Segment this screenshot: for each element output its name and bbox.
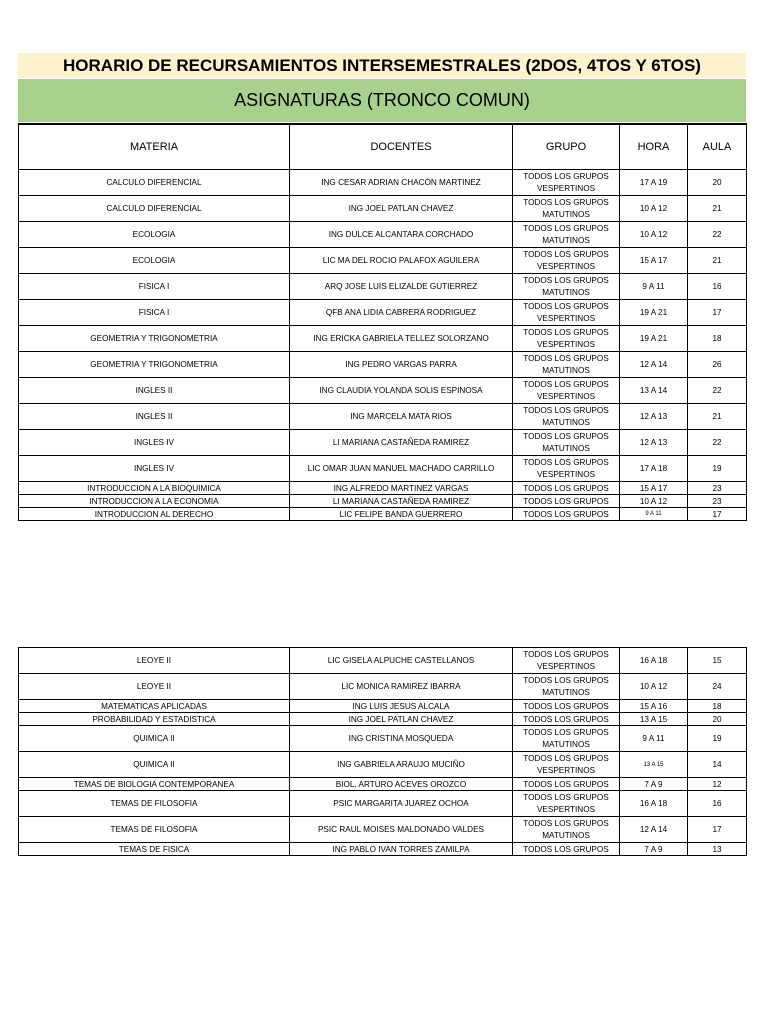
cell-aula: 17 <box>688 508 747 521</box>
cell-docente: LIC MA DEL ROCIO PALAFOX AGUILERA <box>290 248 513 274</box>
cell-docente: ING JOEL PATLAN CHAVEZ <box>290 196 513 222</box>
cell-materia: PROBABILIDAD Y ESTADISTICA <box>19 713 290 726</box>
cell-materia: ECOLOGIA <box>19 222 290 248</box>
header-grupo: GRUPO <box>513 124 620 170</box>
grupo-turno: MATUTINOS <box>542 365 590 375</box>
cell-aula: 21 <box>688 248 747 274</box>
cell-docente: ING MARCELA MATA RIOS <box>290 404 513 430</box>
cell-docente: ING PEDRO VARGAS PARRA <box>290 352 513 378</box>
cell-grupo <box>513 482 620 495</box>
cell-hora: 12 A 14 <box>620 352 688 378</box>
cell-aula: 13 <box>688 843 747 856</box>
cell-grupo <box>513 726 620 752</box>
cell-docente: LI MARIANA CASTAÑEDA RAMIREZ <box>290 495 513 508</box>
grupo-line: TODOS LOS GRUPOS <box>523 779 609 789</box>
cell-aula: 15 <box>688 648 747 674</box>
cell-docente: ING CESAR ADRIAN CHACÓN MARTINEZ <box>290 170 513 196</box>
grupo-line: TODOS LOS GRUPOS <box>523 327 609 337</box>
table-row <box>19 326 747 352</box>
grupo-line: TODOS LOS GRUPOS <box>523 171 609 181</box>
cell-docente: LIC OMAR JUAN MANUEL MACHADO CARRILLO <box>290 456 513 482</box>
table-row <box>19 495 747 508</box>
table-row <box>19 726 747 752</box>
cell-materia: INGLES IV <box>19 430 290 456</box>
grupo-turno: MATUTINOS <box>542 443 590 453</box>
grupo-turno: VESPERTINOS <box>536 765 596 775</box>
grupo-turno: MATUTINOS <box>542 417 590 427</box>
header-hora: HORA <box>620 124 688 170</box>
cell-docente: ING LUIS JESUS ALCALA <box>290 700 513 713</box>
cell-grupo <box>513 378 620 404</box>
table-row <box>19 352 747 378</box>
grupo-turno: VESPERTINOS <box>536 804 596 814</box>
table-row <box>19 196 747 222</box>
table-body-1 <box>19 170 747 521</box>
cell-hora: 12 A 13 <box>620 404 688 430</box>
grupo-turno: MATUTINOS <box>542 687 590 697</box>
cell-aula: 23 <box>688 482 747 495</box>
grupo-turno: VESPERTINOS <box>536 339 596 349</box>
grupo-line: TODOS LOS GRUPOS <box>523 509 609 519</box>
cell-docente: LIC MONICA RAMIREZ IBARRA <box>290 674 513 700</box>
cell-grupo <box>513 713 620 726</box>
cell-materia: TEMAS DE FISICA <box>19 843 290 856</box>
cell-aula: 16 <box>688 274 747 300</box>
cell-grupo <box>513 300 620 326</box>
cell-grupo <box>513 456 620 482</box>
grupo-turno: VESPERTINOS <box>536 261 596 271</box>
grupo-turno: MATUTINOS <box>542 235 590 245</box>
cell-aula: 18 <box>688 326 747 352</box>
cell-aula: 12 <box>688 778 747 791</box>
cell-docente: PSIC MARGARITA JUAREZ OCHOA <box>290 791 513 817</box>
cell-materia: TEMAS DE BIOLOGIA CONTEMPORANEA <box>19 778 290 791</box>
cell-docente: LI MARIANA CASTAÑEDA RAMIREZ <box>290 430 513 456</box>
grupo-line: TODOS LOS GRUPOS <box>523 457 609 467</box>
cell-docente: ING ALFREDO MARTINEZ VARGAS <box>290 482 513 495</box>
cell-grupo <box>513 508 620 521</box>
cell-grupo <box>513 196 620 222</box>
cell-aula: 14 <box>688 752 747 778</box>
table-row <box>19 248 747 274</box>
table-row <box>19 274 747 300</box>
table-row <box>19 300 747 326</box>
grupo-line: TODOS LOS GRUPOS <box>523 275 609 285</box>
table-row <box>19 170 747 196</box>
cell-materia: INGLES IV <box>19 456 290 482</box>
table-row <box>19 456 747 482</box>
cell-hora: 10 A 12 <box>620 495 688 508</box>
cell-materia: GEOMETRIA Y TRIGONOMETRIA <box>19 352 290 378</box>
table-row <box>19 648 747 674</box>
cell-hora: 15 A 17 <box>620 248 688 274</box>
cell-aula: 18 <box>688 700 747 713</box>
cell-hora: 16 A 18 <box>620 791 688 817</box>
cell-materia: LEOYE II <box>19 648 290 674</box>
table-row <box>19 817 747 843</box>
header-materia: MATERIA <box>19 124 290 170</box>
grupo-turno: MATUTINOS <box>542 830 590 840</box>
table-row <box>19 482 747 495</box>
grupo-turno: VESPERTINOS <box>536 661 596 671</box>
table-row <box>19 378 747 404</box>
cell-aula: 20 <box>688 170 747 196</box>
cell-hora: 10 A 12 <box>620 674 688 700</box>
cell-materia: CALCULO DIFERENCIAL <box>19 170 290 196</box>
cell-docente: ARQ JOSE LUIS ELIZALDE GUTIERREZ <box>290 274 513 300</box>
grupo-line: TODOS LOS GRUPOS <box>523 649 609 659</box>
grupo-line: TODOS LOS GRUPOS <box>523 483 609 493</box>
cell-grupo <box>513 700 620 713</box>
cell-materia: INTRODUCCION A LA ECONOMIA <box>19 495 290 508</box>
cell-hora: 13 A 15 <box>620 713 688 726</box>
table-row <box>19 430 747 456</box>
cell-materia: LEOYE II <box>19 674 290 700</box>
grupo-line: TODOS LOS GRUPOS <box>523 405 609 415</box>
cell-hora: 7 A 9 <box>620 843 688 856</box>
cell-docente: QFB ANA LIDIA CABRERA RODRIGUEZ <box>290 300 513 326</box>
cell-hora: 15 A 17 <box>620 482 688 495</box>
cell-aula: 21 <box>688 196 747 222</box>
cell-docente: ING DULCE ALCANTARA CORCHADO <box>290 222 513 248</box>
cell-hora: 9 A 11 <box>620 726 688 752</box>
cell-aula: 16 <box>688 791 747 817</box>
cell-hora: 9 A 11 <box>620 274 688 300</box>
schedule-table-2 <box>18 647 747 856</box>
cell-materia: QUIMICA II <box>19 726 290 752</box>
grupo-line: TODOS LOS GRUPOS <box>523 675 609 685</box>
cell-materia: FISICA I <box>19 274 290 300</box>
table-row <box>19 222 747 248</box>
cell-docente: LIC FELIPE BANDA GUERRERO <box>290 508 513 521</box>
grupo-line: TODOS LOS GRUPOS <box>523 301 609 311</box>
cell-hora: 19 A 21 <box>620 326 688 352</box>
cell-aula: 17 <box>688 300 747 326</box>
cell-aula: 23 <box>688 495 747 508</box>
cell-hora: 10 A 12 <box>620 196 688 222</box>
cell-grupo <box>513 274 620 300</box>
cell-materia: CALCULO DIFERENCIAL <box>19 196 290 222</box>
cell-hora: 17 A 19 <box>620 170 688 196</box>
cell-aula: 22 <box>688 378 747 404</box>
header-aula: AULA <box>688 124 747 170</box>
cell-docente: ING CRISTINA MOSQUEDA <box>290 726 513 752</box>
cell-grupo <box>513 791 620 817</box>
table-row <box>19 791 747 817</box>
cell-aula: 24 <box>688 674 747 700</box>
schedule-table-1 <box>18 123 747 521</box>
grupo-line: TODOS LOS GRUPOS <box>523 727 609 737</box>
grupo-line: TODOS LOS GRUPOS <box>523 792 609 802</box>
cell-grupo <box>513 752 620 778</box>
cell-aula: 20 <box>688 713 747 726</box>
table-body-2 <box>19 648 747 856</box>
cell-grupo <box>513 222 620 248</box>
grupo-line: TODOS LOS GRUPOS <box>523 818 609 828</box>
cell-grupo <box>513 843 620 856</box>
cell-docente: PSIC RAUL MOISES MALDONADO VALDES <box>290 817 513 843</box>
grupo-line: TODOS LOS GRUPOS <box>523 496 609 506</box>
cell-docente: ING JOEL PATLAN CHAVEZ <box>290 713 513 726</box>
cell-aula: 19 <box>688 726 747 752</box>
cell-grupo <box>513 352 620 378</box>
cell-docente: ING PABLO IVAN TORRES ZAMILPA <box>290 843 513 856</box>
cell-hora: 10 A 12 <box>620 222 688 248</box>
table-row <box>19 404 747 430</box>
grupo-line: TODOS LOS GRUPOS <box>523 353 609 363</box>
grupo-line: TODOS LOS GRUPOS <box>523 197 609 207</box>
cell-grupo <box>513 404 620 430</box>
cell-grupo <box>513 430 620 456</box>
cell-hora: 13 A 15 <box>620 752 688 778</box>
cell-hora: 12 A 13 <box>620 430 688 456</box>
cell-aula: 19 <box>688 456 747 482</box>
cell-grupo <box>513 817 620 843</box>
grupo-turno: VESPERTINOS <box>536 391 596 401</box>
grupo-line: TODOS LOS GRUPOS <box>523 714 609 724</box>
cell-aula: 17 <box>688 817 747 843</box>
cell-hora: 9 A 11 <box>620 508 688 521</box>
cell-hora: 19 A 21 <box>620 300 688 326</box>
cell-materia: QUIMICA II <box>19 752 290 778</box>
cell-docente: ING CLAUDIA YOLANDA SOLIS ESPINOSA <box>290 378 513 404</box>
grupo-line: TODOS LOS GRUPOS <box>523 753 609 763</box>
cell-hora: 15 A 16 <box>620 700 688 713</box>
grupo-line: TODOS LOS GRUPOS <box>523 844 609 854</box>
cell-grupo <box>513 648 620 674</box>
cell-materia: ECOLOGIA <box>19 248 290 274</box>
document-subtitle: ASIGNATURAS (TRONCO COMUN) <box>18 79 746 122</box>
cell-aula: 26 <box>688 352 747 378</box>
cell-hora: 12 A 14 <box>620 817 688 843</box>
table-row <box>19 508 747 521</box>
cell-grupo <box>513 674 620 700</box>
cell-materia: INTRODUCCION AL DERECHO <box>19 508 290 521</box>
cell-materia: FISICA I <box>19 300 290 326</box>
table-row <box>19 713 747 726</box>
cell-docente: ING ERICKA GABRIELA TELLEZ SOLORZANO <box>290 326 513 352</box>
cell-grupo <box>513 495 620 508</box>
cell-materia: INTRODUCCION A LA BIOQUIMICA <box>19 482 290 495</box>
grupo-turno: VESPERTINOS <box>536 469 596 479</box>
cell-hora: 7 A 9 <box>620 778 688 791</box>
cell-grupo <box>513 170 620 196</box>
grupo-line: TODOS LOS GRUPOS <box>523 701 609 711</box>
table-row <box>19 843 747 856</box>
cell-grupo <box>513 326 620 352</box>
cell-aula: 21 <box>688 404 747 430</box>
cell-docente: BIOL. ARTURO ACEVES OROZCO <box>290 778 513 791</box>
table-row <box>19 752 747 778</box>
cell-materia: TEMAS DE FILOSOFIA <box>19 817 290 843</box>
header-docentes: DOCENTES <box>290 124 513 170</box>
cell-hora: 13 A 14 <box>620 378 688 404</box>
cell-grupo <box>513 778 620 791</box>
table-row <box>19 674 747 700</box>
grupo-line: TODOS LOS GRUPOS <box>523 431 609 441</box>
cell-grupo <box>513 248 620 274</box>
cell-materia: TEMAS DE FILOSOFIA <box>19 791 290 817</box>
cell-docente: ING GABRIELA ARAUJO MUCIÑO <box>290 752 513 778</box>
grupo-turno: VESPERTINOS <box>536 313 596 323</box>
cell-materia: INGLES II <box>19 404 290 430</box>
grupo-line: TODOS LOS GRUPOS <box>523 249 609 259</box>
grupo-turno: VESPERTINOS <box>536 183 596 193</box>
cell-hora: 16 A 18 <box>620 648 688 674</box>
cell-aula: 22 <box>688 430 747 456</box>
cell-materia: GEOMETRIA Y TRIGONOMETRIA <box>19 326 290 352</box>
table-row <box>19 778 747 791</box>
grupo-line: TODOS LOS GRUPOS <box>523 223 609 233</box>
cell-aula: 22 <box>688 222 747 248</box>
cell-docente: LIC GISELA ALPUCHE CASTELLANOS <box>290 648 513 674</box>
table-header-row <box>19 124 747 170</box>
document-title: HORARIO DE RECURSAMIENTOS INTERSEMESTRALES (2DOS, 4TOS Y 6TOS) <box>18 53 746 78</box>
grupo-turno: MATUTINOS <box>542 287 590 297</box>
cell-materia: MATEMATICAS APLICADAS <box>19 700 290 713</box>
grupo-turno: MATUTINOS <box>542 739 590 749</box>
table-row <box>19 700 747 713</box>
cell-hora: 17 A 18 <box>620 456 688 482</box>
grupo-turno: MATUTINOS <box>542 209 590 219</box>
cell-materia: INGLES II <box>19 378 290 404</box>
grupo-line: TODOS LOS GRUPOS <box>523 379 609 389</box>
